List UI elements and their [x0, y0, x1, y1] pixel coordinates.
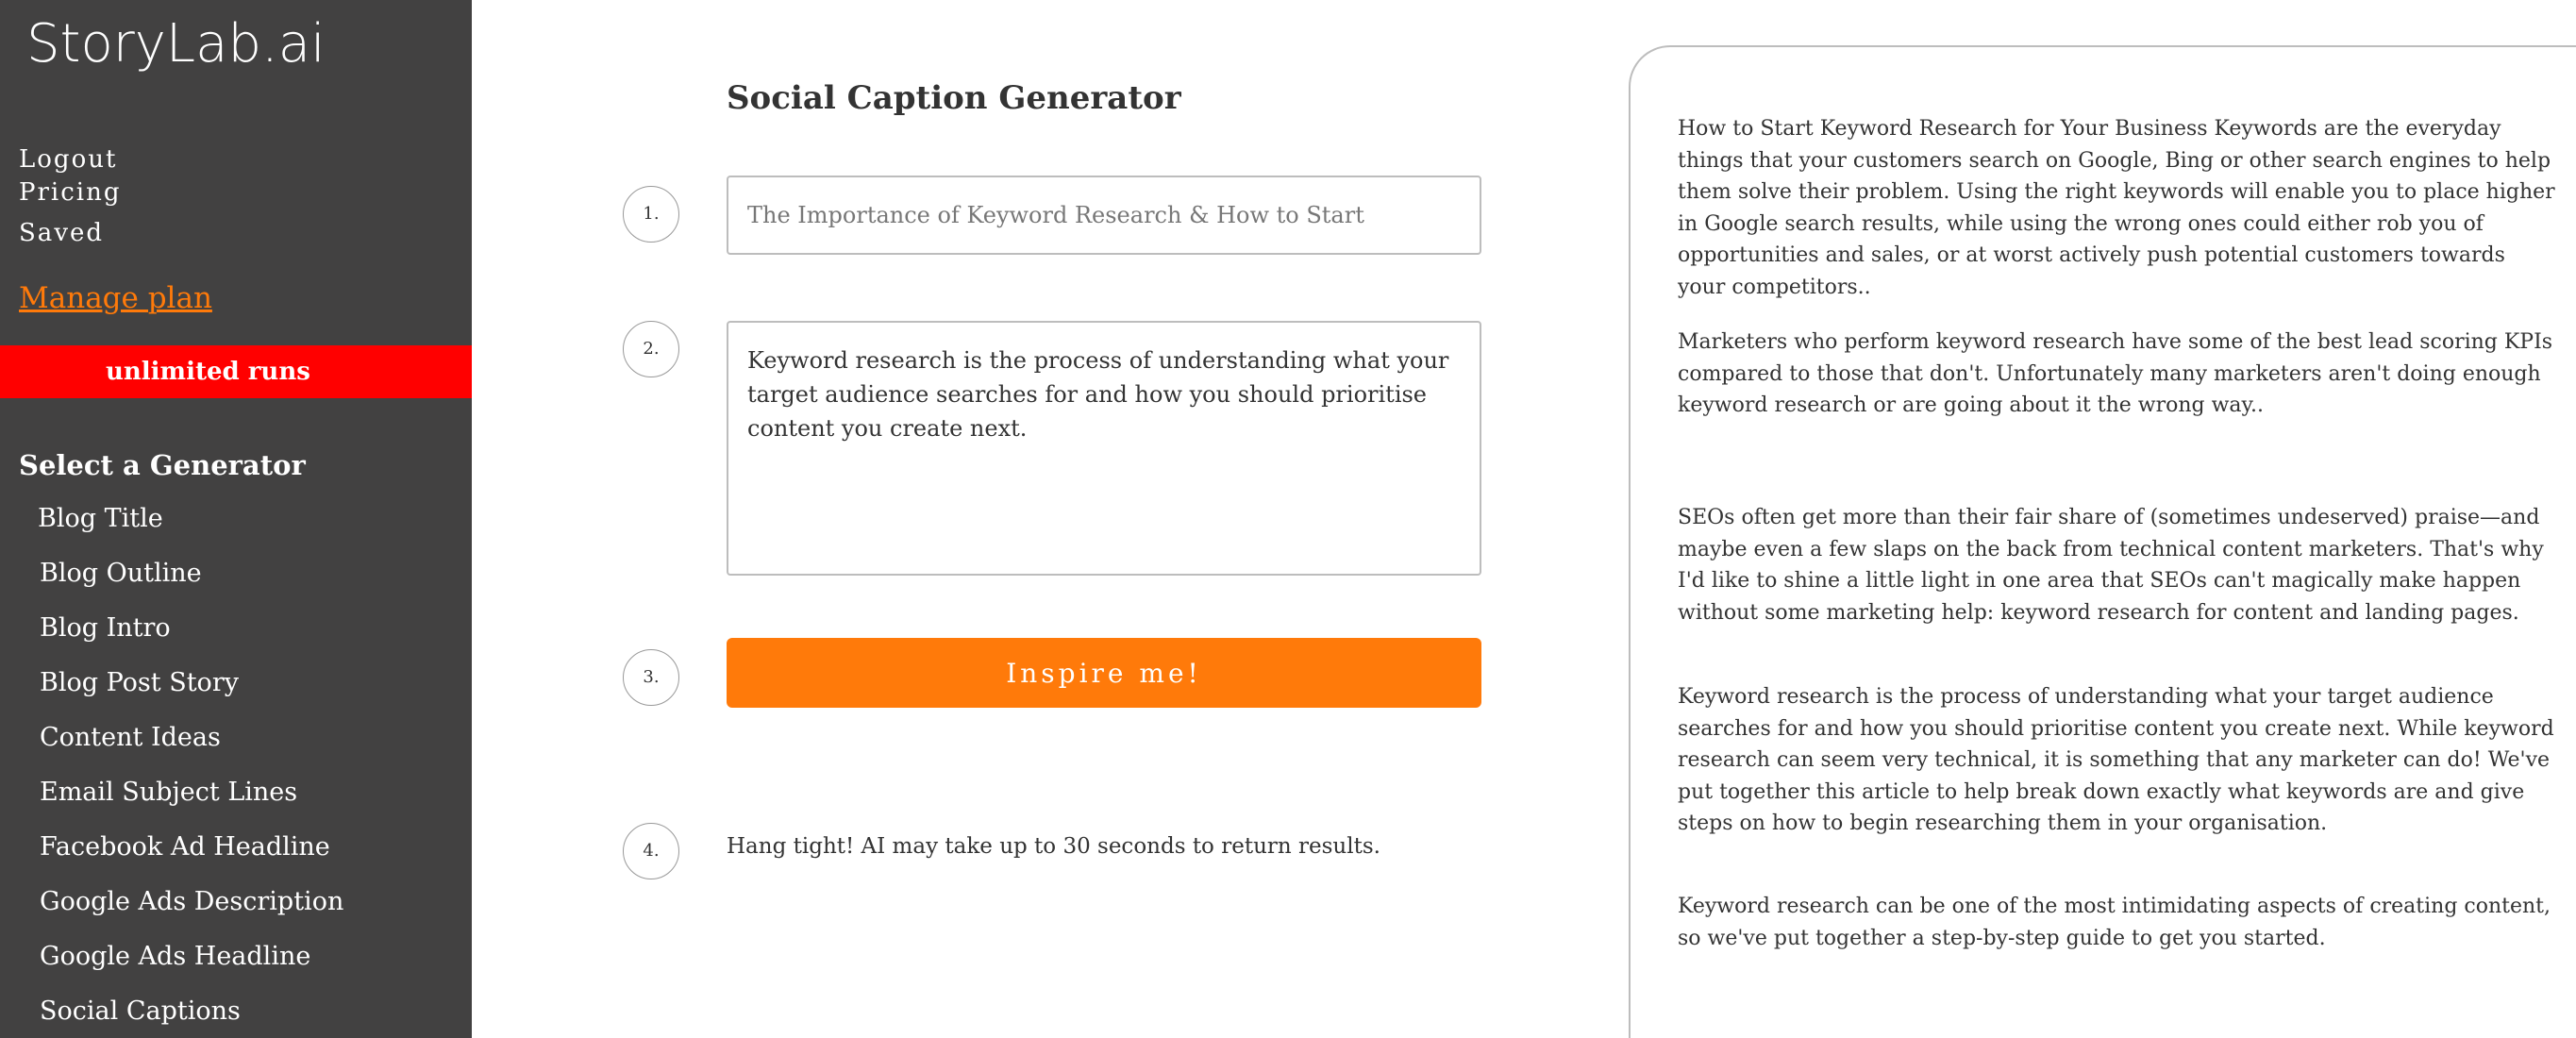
inspire-button[interactable]: Inspire me! [727, 638, 1481, 708]
results-panel[interactable] [1629, 45, 2576, 1038]
pricing-link[interactable]: Pricing [19, 178, 122, 207]
title-input[interactable] [727, 176, 1481, 255]
step-2-marker: 2. [623, 321, 679, 377]
generator-item-content-ideas[interactable]: Content Ideas [40, 723, 221, 752]
step-3-marker: 3. [623, 649, 679, 706]
result-caption[interactable]: SEOs often get more than their fair share of (sometimes undeserved) praise—and maybe even a few slaps on the back from technical content marketers. That's why I'd like to shine a little light in one area that SEOs can't magically make happen without some marketing help: keyword research for content and landing pages. [1678, 506, 2544, 625]
account-links [19, 142, 122, 251]
page-title: Social Caption Generator [727, 79, 1181, 117]
generator-item-google-ads-description[interactable]: Google Ads Description [40, 887, 344, 916]
runs-banner [0, 345, 472, 398]
generator-heading: Select a Generator [19, 449, 306, 481]
result-caption[interactable]: Keyword research can be one of the most intimidating aspects of creating content, so we've put together a step-by-step guide to get you started. [1678, 895, 2551, 950]
result-caption[interactable]: Keyword research is the process of understanding what your target audience searches for and how you should prioritise content you create next. While keyword research can seem very technical, it is something that any marketer can do! We've put together this article to help break down exactly what keywords are and give steps on how to begin researching them in your organisation. [1678, 685, 2554, 835]
generator-item-blog-intro[interactable]: Blog Intro [40, 613, 171, 643]
generator-item-google-ads-headline[interactable]: Google Ads Headline [40, 942, 311, 971]
step-4-marker: 4. [623, 823, 679, 879]
generator-item-blog-outline[interactable]: Blog Outline [40, 559, 202, 588]
description-textarea[interactable] [727, 321, 1481, 576]
logout-link[interactable]: Logout [19, 145, 118, 174]
runs-label: unlimited runs [106, 358, 310, 386]
logo[interactable]: StoryLab.ai [26, 13, 326, 75]
result-caption[interactable]: How to Start Keyword Research for Your Business Keywords are the everyday things that your customers search on Google, Bing or other search engines to help them solve their problem. Using the right keywords will enable you to place higher in Google search results, while using the wrong ones could either rob you of opportunities and sales, or at worst actively push potential customers towards your competitors.. [1678, 117, 2555, 299]
result-caption[interactable]: Marketers who perform keyword research have some of the best lead scoring KPIs compared to those that don't. Unfortunately many marketers aren't doing enough keyword research or are going about it the wrong way.. [1678, 330, 2553, 417]
wait-message: Hang tight! AI may take up to 30 seconds to return results. [727, 834, 1380, 859]
generator-item-email-subject-lines[interactable]: Email Subject Lines [40, 778, 298, 807]
sidebar [0, 0, 472, 1038]
generator-item-facebook-ad-headline[interactable]: Facebook Ad Headline [40, 832, 330, 862]
generator-item-blog-title[interactable]: Blog Title [38, 504, 163, 533]
generator-item-blog-post-story[interactable]: Blog Post Story [40, 668, 239, 697]
manage-plan-link[interactable]: Manage plan [19, 281, 212, 315]
step-1-marker: 1. [623, 186, 679, 243]
saved-link[interactable]: Saved [19, 219, 105, 247]
generator-item-social-captions[interactable]: Social Captions [40, 996, 241, 1026]
